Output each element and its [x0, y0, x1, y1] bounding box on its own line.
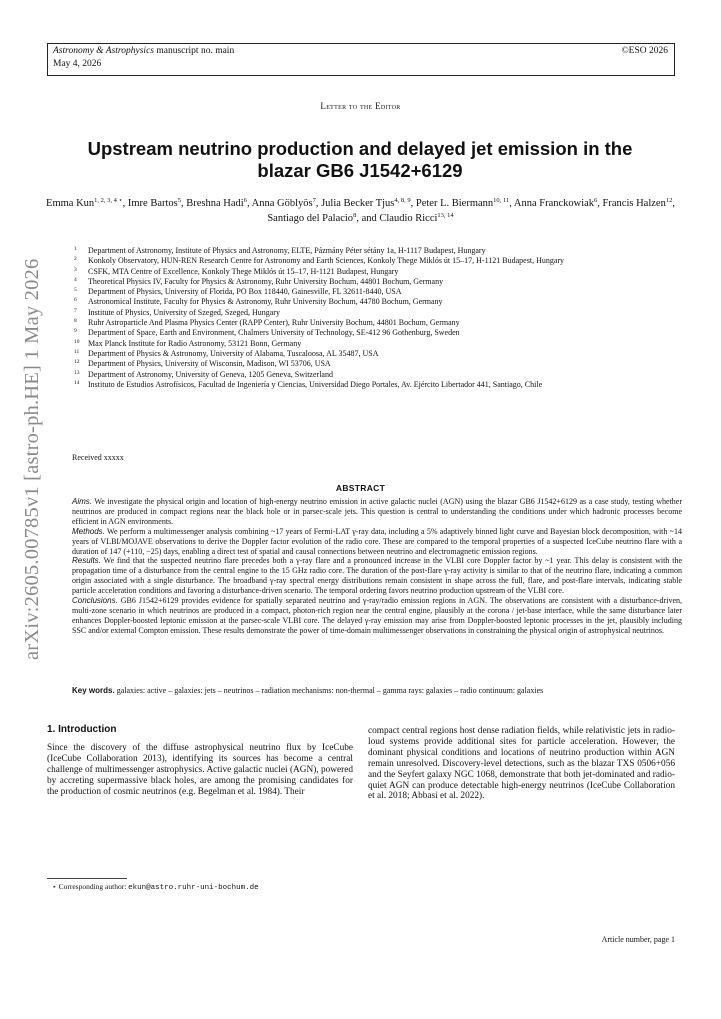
affiliation-text: Astronomical Institute, Faculty for Physics & Astronomy, Ruhr University Bochum, 44780 Bochum, Germany: [88, 297, 443, 307]
author: Julia Becker Tjus$^{4, 8, 9}$,: [321, 197, 416, 209]
affiliation-number: 5: [74, 287, 77, 294]
author-affiliation-marks: 10, 11: [493, 197, 510, 204]
affiliation: [72, 318, 682, 328]
author-affiliation-marks: 13, 14: [437, 212, 454, 219]
intro-right-column: compact central regions host dense radiation fields, while relativistic jets in radio-loud systems provide additional sites for particle acceleration. However, the dominant physical conditions and locations of neutrino production within AGN remain unresolved. Discovery-level detections, such as the blazar TXS 0506+056 and the Seyfert galaxy NGC 1068, demonstrate that both jet-dominated and radio-quiet AGN can produce detectable high-energy neutrinos (IceCube Collaboration et al. 2018; Abbasi et al. 2022).: [368, 726, 675, 802]
affiliation-text: Ruhr Astroparticle And Plasma Physics Center (RAPP Center), Ruhr University Bochum, 44801 Bochum, Germany: [88, 318, 460, 328]
author-email-link[interactable]: ekun@astro.ruhr-uni-bochum.de: [128, 884, 259, 892]
abstract: [72, 497, 682, 636]
affiliation-text: Institute of Physics, University of Szeged, Szeged, Hungary: [88, 307, 280, 317]
affiliation-text: Department of Physics, University of Florida, PO Box 118440, Gainesville, FL 32611-8440, USA: [88, 287, 402, 297]
author-affiliation-marks: 7: [312, 197, 316, 204]
author: Emma Kun$^{1, 2, 3, 4 ⋆}$,: [46, 197, 128, 209]
affiliation: [72, 287, 682, 297]
affiliation-number: 13: [74, 369, 80, 376]
manuscript-date: May 4, 2026: [53, 59, 102, 69]
paper-title: Upstream neutrino production and delayed jet emission in the blazar GB6 J1542+6129: [87, 138, 633, 181]
author: Imre Bartos$^5$,: [127, 197, 187, 209]
author-name: Breshna Hadi: [186, 198, 244, 209]
affiliation: [72, 277, 682, 287]
footnote: [52, 882, 259, 892]
received-line: Received xxxxx: [72, 453, 124, 462]
author-name: Anna Göblyös: [251, 198, 313, 209]
affiliation-number: 7: [74, 307, 77, 314]
affiliation: [72, 359, 682, 369]
affiliation: [72, 246, 682, 256]
footnote-rule: [47, 878, 127, 879]
affiliation-number: 2: [74, 256, 77, 263]
abstract-aims: Aims. We investigate the physical origin and location of high-energy neutrino emission in active galactic nuclei (AGN) using the blazar GB6 J1542+6129 as a case study, testing whether neutrinos are produced in compact regions near the black hole or in parsec-scale jets. This question is central to understanding the conditions under which hadronic processes become efficient in AGN environments.: [72, 497, 682, 526]
affiliation-text: Konkoly Observatory, HUN-REN Research Centre for Astronomy and Earth Sciences, Konkoly Thege Miklós út 15–17, H-1121 Budapest, Hungary: [88, 256, 565, 266]
author-affiliation-marks: 1, 2, 3, 4 ⋆: [94, 197, 123, 204]
author-affiliation-marks: 8: [353, 212, 357, 219]
author-list: [40, 196, 681, 226]
affiliation-number: 8: [74, 318, 77, 325]
abstract-results: Results. We find that the suspected neutrino flare precedes both a γ-ray flare and a pronounced increase in the VLBI core Doppler factor by ~1 year. This delay is consistent with the propagation time of a disturbance from the central engine to the 15 GHz radio core. The duration of the post-flare γ-ray activity is similar to that of the neutrino flare, indicating a common origin associated with a single disturbance. The broadband γ-ray spectral energy distributions remain consistent in shape across the full, flare, and post-flare intervals, indicating stable particle acceleration conditions and favoring a disturbance-driven scenario. The temporal ordering favors neutrino production upstream of the VLBI core.: [72, 556, 682, 596]
author: Peter L. Biermann$^{10, 11}$,: [415, 197, 514, 209]
journal-name: Astronomy & Astrophysics: [53, 46, 154, 56]
section-heading-introduction: 1. Introduction: [47, 724, 117, 735]
author-name: Anna Franckowiak: [513, 198, 595, 209]
keywords: [72, 686, 682, 696]
author-name: Santiago del Palacio: [267, 213, 354, 224]
affiliation-number: 12: [74, 359, 80, 366]
author: Santiago del Palacio$^8$, and: [267, 212, 380, 224]
affiliation: [72, 297, 682, 307]
keywords-label: Key words.: [72, 686, 115, 695]
author-affiliation-marks: 5: [177, 197, 181, 204]
affiliation: [72, 339, 682, 349]
author: Francis Halzen$^{12}$,: [602, 197, 675, 209]
affiliation-text: Max Planck Institute for Radio Astronomy, 53121 Bonn, Germany: [88, 338, 302, 348]
author: Breshna Hadi$^6$,: [186, 197, 252, 209]
author-name: Francis Halzen: [602, 198, 666, 209]
author: Anna Göblyös$^7$,: [251, 197, 322, 209]
author-affiliation-marks: 6: [243, 197, 247, 204]
author-name: Emma Kun: [46, 198, 95, 209]
footnote-mark: ⋆: [52, 882, 57, 891]
author-name: Julia Becker Tjus: [321, 198, 395, 209]
abstract-methods: Methods. We perform a multimessenger analysis combining ~17 years of Fermi-LAT γ-ray data, including a 5% adaptively binned light curve and Bayesian block decomposition, with ~14 years of VLBI/MOJAVE observations to derive the Doppler factor evolution of the radio core. These are compared to the temporal properties of a suspected IceCube neutrino flare with a duration of 147 (+110, −25) days, enabling a direct test of spatial and causal connections between neutrino and electromagnetic emission regions.: [72, 526, 682, 556]
affiliation-number: 6: [74, 297, 77, 304]
footnote-label: Corresponding author:: [58, 882, 129, 891]
affiliation-number: 4: [74, 276, 77, 283]
author-affiliation-marks: 12: [665, 197, 673, 204]
affiliation-text: Theoretical Physics IV, Faculty for Physics & Astronomy, Ruhr University Bochum, 44801 Bochum, Germany: [88, 276, 444, 286]
keywords-text: galaxies: active – galaxies: jets – neutrinos – radiation mechanisms: non-thermal – gamma rays: galaxies – radio continuum: galaxies: [114, 686, 544, 695]
affiliation: [72, 267, 682, 277]
section-kicker: Letter to the Editor: [320, 101, 401, 111]
affiliation-text: Department of Astronomy, University of Geneva, 1205 Geneva, Switzerland: [88, 369, 333, 379]
affiliation-text: CSFK, MTA Centre of Excellence, Konkoly Thege Miklós út 15–17, H-1121 Budapest, Hungary: [88, 266, 399, 276]
author-name: Claudio Ricci: [379, 213, 438, 224]
page-footer: Article number, page 1: [601, 935, 675, 944]
affiliation-number: 14: [74, 379, 80, 386]
author-name: Peter L. Biermann: [415, 198, 494, 209]
affiliation: [72, 349, 682, 359]
affiliation-text: Department of Space, Earth and Environment, Chalmers University of Technology, SE-412 96 Gothenburg, Sweden: [88, 328, 460, 338]
abstract-conclusions: Conclusions. GB6 J1542+6129 provides evidence for spatially separated neutrino and γ-ray/radio emission regions in AGN. The observations are consistent with a disturbance-driven, multi-zone scenario in which neutrinos are produced in a compact, photon-rich region near the central engine, plausibly at the corona / jet-base interface, while the same disturbance later enhances Doppler-boosted leptonic emission at the parsec-scale VLBI core. The delayed γ-ray emission may arise from Doppler-boosted leptonic processes in the jet, plausibly including SSC and/or external Compton emission. These results demonstrate the power of time-domain multimessenger observations in constraining the physical origin of astrophysical neutrinos.: [72, 596, 682, 635]
affiliation: [72, 328, 682, 338]
affiliation-list: [72, 246, 682, 390]
affiliation-text: Instituto de Estudios Astrofísicos, Facultad de Ingeniería y Ciencias, Universidad Diego Portales, Av. Ejército Libertador 441, Santiago, Chile: [88, 379, 543, 389]
author: [379, 213, 453, 224]
affiliation-number: 9: [74, 328, 77, 335]
intro-left-column: Since the discovery of the diffuse astrophysical neutrino flux by IceCube (IceCube Collaboration 2013), identifying its sources has become a central challenge of multimessenger astrophysics. Active galactic nuclei (AGN), powered by accreting supermassive black holes, are among the promising candidates for the production of cosmic neutrinos (e.g. Begelman et al. 1984). Their: [47, 743, 353, 797]
affiliation-text: Department of Physics, University of Wisconsin, Madison, WI 53706, USA: [88, 359, 331, 369]
affiliation-text: Department of Physics & Astronomy, University of Alabama, Tuscaloosa, AL 35487, USA: [88, 348, 379, 358]
author-affiliation-marks: 4, 8, 9: [394, 197, 411, 204]
author-affiliation-marks: 6: [594, 197, 598, 204]
affiliation: [72, 308, 682, 318]
journal-line: [53, 45, 669, 58]
manuscript-header: [47, 43, 675, 76]
affiliation-number: 10: [74, 338, 80, 345]
arxiv-stamp: arXiv:2605.00785v1 [astro-ph.HE] 1 May 2026: [21, 258, 43, 660]
affiliation: [72, 370, 682, 380]
manuscript-number: manuscript no. main: [156, 46, 235, 56]
affiliation-number: 11: [74, 348, 80, 355]
copyright: ©ESO 2026: [621, 46, 668, 56]
author: Anna Franckowiak$^6$,: [513, 197, 603, 209]
affiliation-text: Department of Astronomy, Institute of Physics and Astronomy, ELTE, Pázmány Péter sétány 1a, H-1117 Budapest, Hungary: [88, 246, 486, 255]
affiliation: [72, 380, 682, 390]
abstract-heading: ABSTRACT: [335, 483, 386, 493]
affiliation: [72, 256, 682, 266]
affiliation-number: 1: [74, 246, 77, 252]
affiliation-number: 3: [74, 266, 77, 273]
author-name: Imre Bartos: [127, 198, 178, 209]
